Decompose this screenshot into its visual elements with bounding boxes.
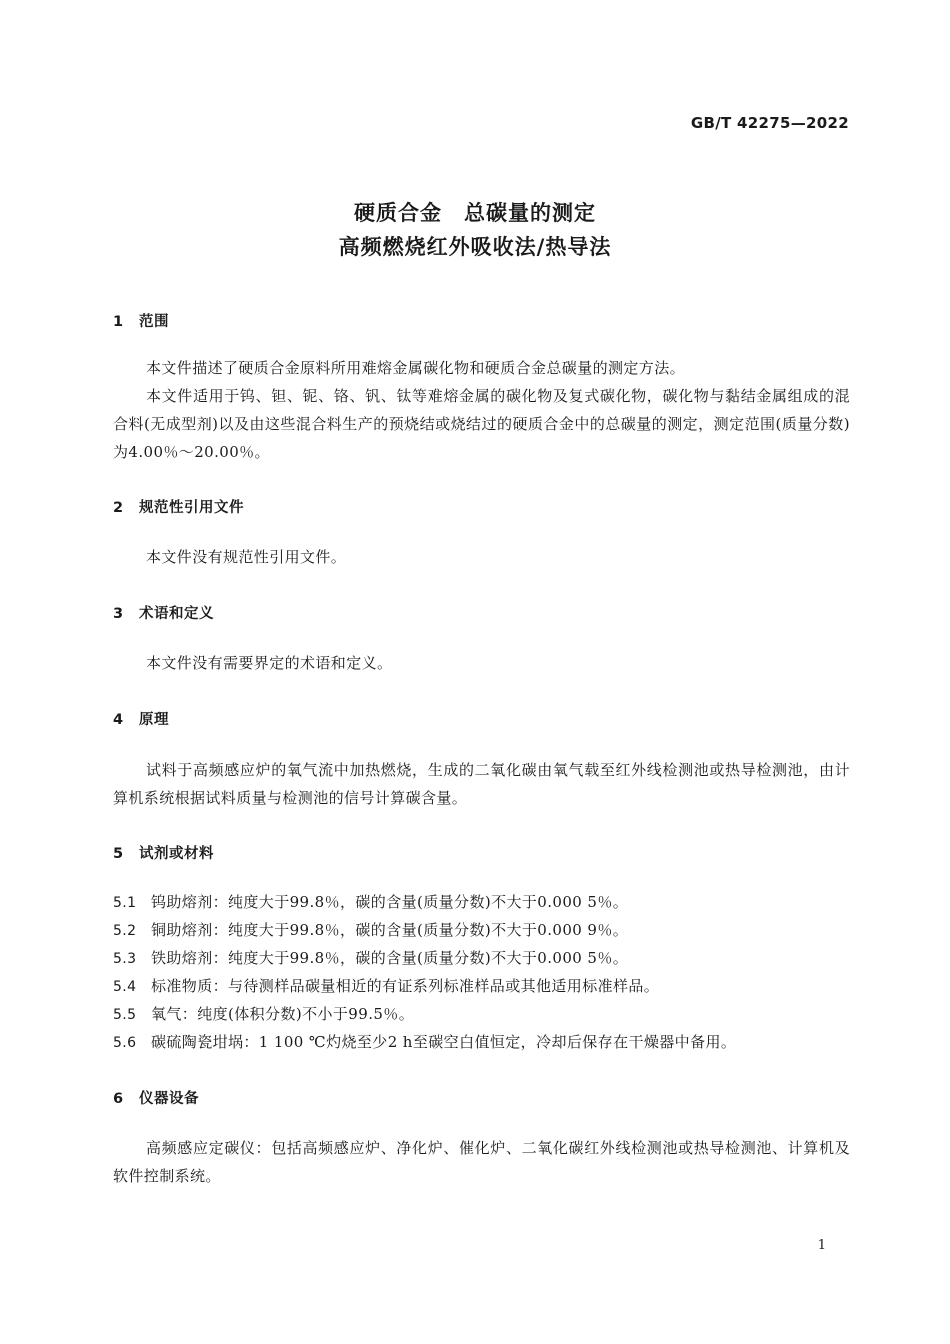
list-item — [113, 916, 850, 945]
item-number: 5.1 — [113, 895, 137, 911]
list-item — [113, 944, 850, 973]
standard-code: GB/T 42275—2022 — [690, 114, 849, 132]
section-heading-normative-references — [113, 496, 244, 517]
section-heading-scope — [113, 310, 169, 331]
paragraph: 本文件适用于钨、钽、铌、铬、钒、钛等难熔金属的碳化物及复式碳化物，碳化物与黏结金属组成的混合料(无成型剂)以及由这些混合料生产的预烧结或烧结过的硬质合金中的总碳量的测定，测定范围(质量分数)为4.00％～20.00％。 — [113, 387, 850, 461]
item-number: 5.2 — [113, 923, 137, 939]
section-title: 规范性引用文件 — [139, 500, 244, 516]
item-text: 钨助熔剂：纯度大于99.8％，碳的含量(质量分数)不大于0.000 5％。 — [151, 893, 629, 911]
section-title: 术语和定义 — [139, 606, 214, 622]
list-item — [113, 972, 850, 1001]
page-number: 1 — [817, 1238, 826, 1253]
paragraph: 试料于高频感应炉的氧气流中加热燃烧，生成的二氧化碳由氧气载至红外线检测池或热导检测池，由计算机系统根据试料质量与检测池的信号计算碳含量。 — [113, 761, 850, 807]
item-text: 铁助熔剂：纯度大于99.8％，碳的含量(质量分数)不大于0.000 5％。 — [151, 949, 629, 967]
paragraph: 本文件没有规范性引用文件。 — [146, 548, 347, 566]
paragraph: 本文件描述了硬质合金原料所用难熔金属碳化物和硬质合金总碳量的测定方法。 — [146, 359, 686, 377]
item-number: 5.5 — [113, 1007, 137, 1023]
item-text: 碳硫陶瓷坩埚：1 100 ℃灼烧至少2 h至碳空白值恒定，冷却后保存在干燥器中备用。 — [151, 1033, 737, 1051]
section-number: 2 — [113, 500, 124, 516]
item-number: 5.3 — [113, 951, 137, 967]
section-heading-instruments — [113, 1087, 199, 1108]
section-heading-terms-definitions — [113, 602, 214, 623]
item-text: 氧气：纯度(体积分数)不小于99.5％。 — [151, 1005, 415, 1023]
section-title: 原理 — [139, 712, 169, 728]
item-number: 5.6 — [113, 1035, 137, 1051]
list-item — [113, 1000, 850, 1029]
section-number: 5 — [113, 846, 124, 862]
list-item — [113, 1028, 850, 1057]
section-title: 范围 — [139, 314, 169, 330]
section-number: 1 — [113, 314, 124, 330]
section-title: 试剂或材料 — [139, 846, 214, 862]
item-text: 标准物质：与待测样品碳量相近的有证系列标准样品或其他适用标准样品。 — [151, 977, 660, 995]
section-number: 3 — [113, 606, 124, 622]
item-text: 铜助熔剂：纯度大于99.8％，碳的含量(质量分数)不大于0.000 9％。 — [151, 921, 629, 939]
paragraph: 高频感应定碳仪：包括高频感应炉、净化炉、催化炉、二氧化碳红外线检测池或热导检测池、计算机及软件控制系统。 — [113, 1139, 850, 1185]
section-heading-principle — [113, 708, 169, 729]
section-title: 仪器设备 — [139, 1091, 199, 1107]
document-title-line-2: 高频燃烧红外吸收法/热导法 — [338, 235, 612, 259]
item-number: 5.4 — [113, 979, 137, 995]
paragraph: 本文件没有需要界定的术语和定义。 — [146, 654, 393, 672]
section-number: 4 — [113, 712, 124, 728]
list-item — [113, 888, 850, 917]
section-number: 6 — [113, 1091, 124, 1107]
document-title-line-1: 硬质合金 总碳量的测定 — [354, 201, 596, 225]
section-heading-reagents-materials — [113, 842, 214, 863]
